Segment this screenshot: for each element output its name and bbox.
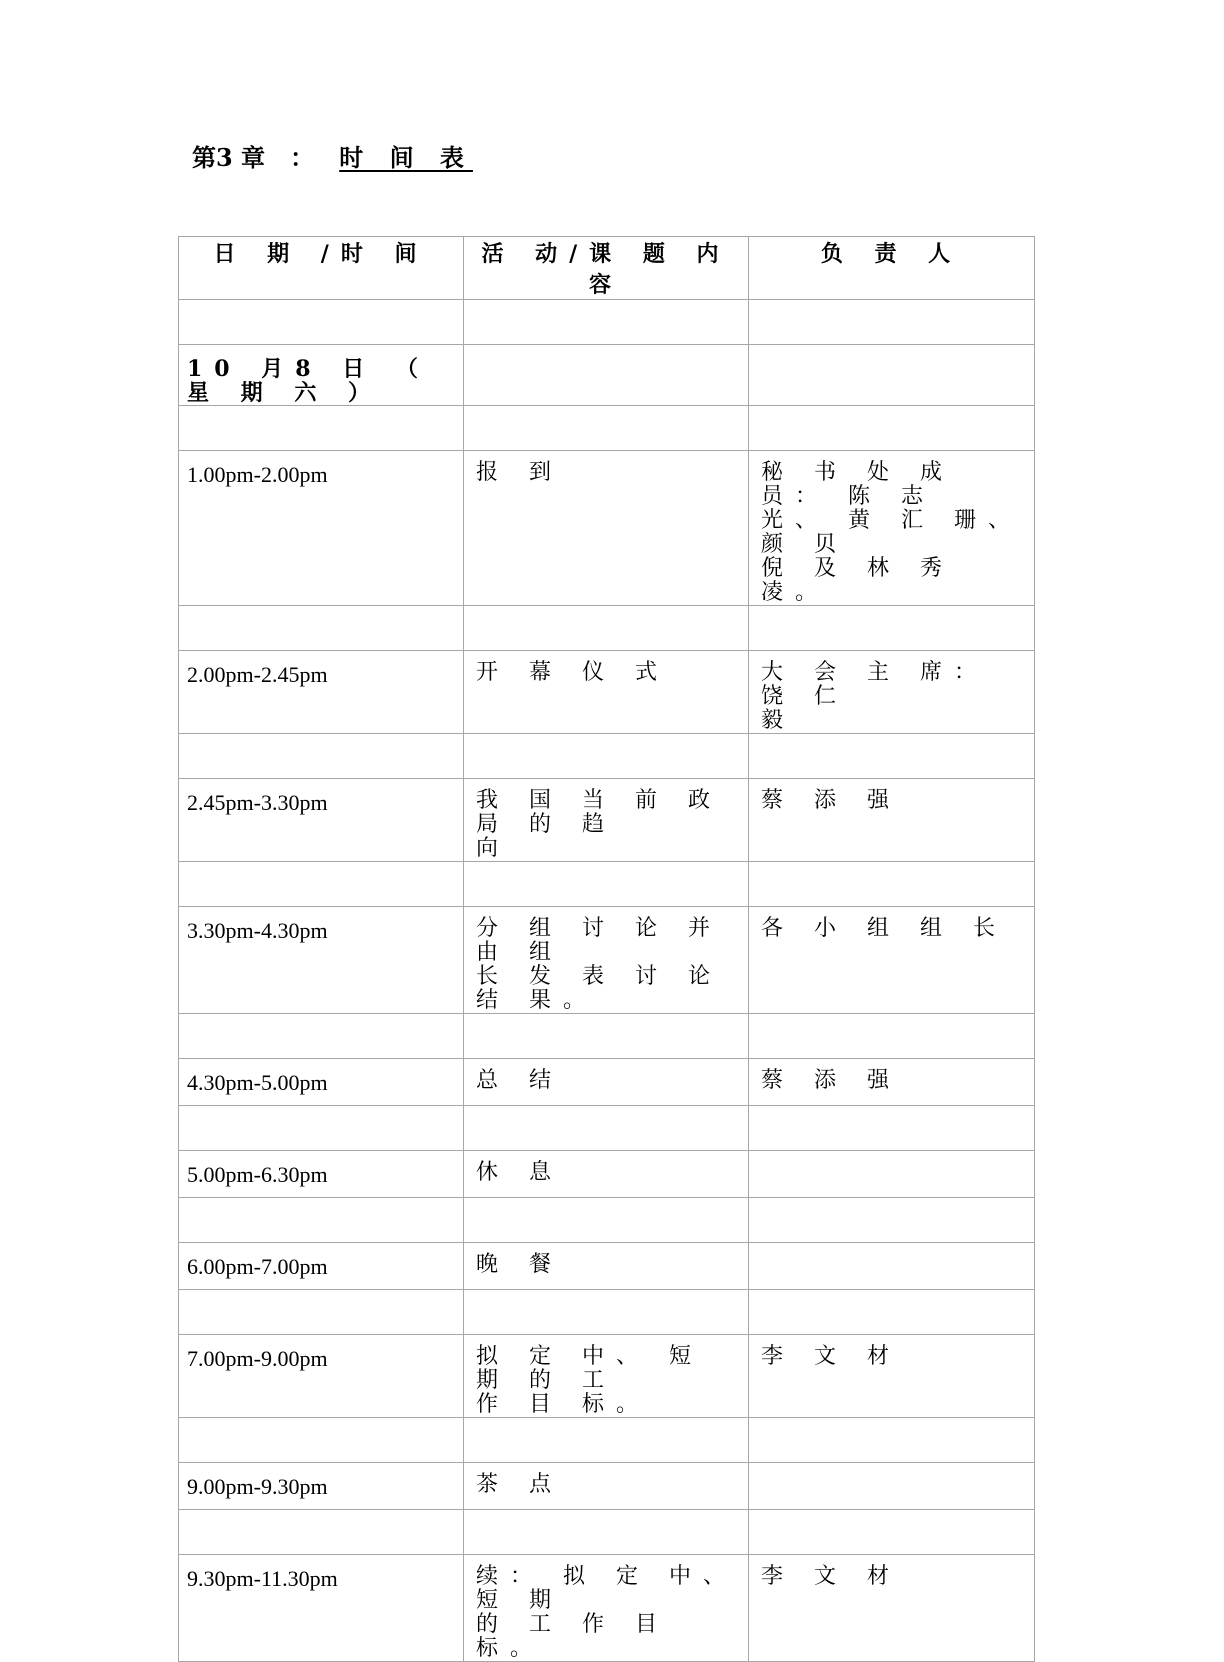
header-row	[179, 237, 1035, 300]
table-row	[179, 1555, 1035, 1662]
spacer-row	[179, 1418, 1035, 1463]
chapter-title	[192, 140, 473, 176]
spacer-row	[179, 862, 1035, 907]
spacer-row	[179, 1106, 1035, 1151]
time-cell: 7.00pm-9.00pm	[187, 1346, 328, 1371]
time-cell: 4.30pm-5.00pm	[187, 1070, 328, 1095]
schedule-table	[178, 236, 1035, 1662]
person-cell: 秘 书 处 成 员： 陈 志 光、 黄 汇 珊、 颜 贝 倪 及 林 秀 凌。	[761, 460, 1022, 605]
table-row	[179, 651, 1035, 734]
activity-cell: 总 结	[476, 1068, 563, 1093]
spacer-row	[179, 406, 1035, 451]
activity-cell: 分 组 讨 论 并 由 组 长 发 表 讨 论 结 果。	[476, 916, 722, 1013]
table-row	[179, 1463, 1035, 1510]
spacer-row	[179, 300, 1035, 345]
activity-cell: 续： 拟 定 中、 短 期 的 工 作 目 标。	[476, 1564, 737, 1661]
header-date-time: 日 期 /时 间	[179, 237, 464, 300]
spacer-row	[179, 1014, 1035, 1059]
table-row	[179, 1059, 1035, 1106]
person-cell: 各 小 组 组 长	[761, 916, 1007, 941]
table-row	[179, 779, 1035, 862]
time-cell: 9.30pm-11.30pm	[187, 1566, 338, 1591]
person-cell: 蔡 添 强	[761, 1068, 901, 1093]
person-cell: 李 文 材	[761, 1564, 901, 1589]
activity-cell: 开 幕 仪 式	[476, 660, 669, 685]
activity-cell: 报 到	[476, 460, 563, 485]
spacer-row	[179, 606, 1035, 651]
activity-cell: 我 国 当 前 政 局 的 趋 向	[476, 788, 722, 861]
time-cell: 2.00pm-2.45pm	[187, 662, 328, 687]
time-cell: 5.00pm-6.30pm	[187, 1162, 328, 1187]
person-cell: 蔡 添 强	[761, 788, 901, 813]
spacer-row	[179, 1290, 1035, 1335]
activity-cell: 晚 餐	[476, 1252, 563, 1277]
date-row	[179, 345, 1035, 406]
activity-cell: 拟 定 中、 短 期 的 工 作 目 标。	[476, 1344, 703, 1417]
date-label: 10 月8 日 （ 星 期 六 ）	[187, 356, 430, 406]
person-cell	[749, 1151, 1034, 1161]
header-activity: 活 动/课 题 内 容	[464, 237, 749, 300]
header-person: 负 责 人	[749, 237, 1035, 300]
chapter-title-text: 时 间 表	[339, 143, 473, 172]
table-row	[179, 907, 1035, 1014]
time-cell: 3.30pm-4.30pm	[187, 918, 328, 943]
person-cell: 李 文 材	[761, 1344, 901, 1369]
spacer-row	[179, 734, 1035, 779]
time-cell: 6.00pm-7.00pm	[187, 1254, 328, 1279]
table-row	[179, 451, 1035, 606]
time-cell: 2.45pm-3.30pm	[187, 790, 328, 815]
chapter-colon: ：	[290, 143, 315, 172]
person-cell	[749, 1463, 1034, 1473]
table-row	[179, 1243, 1035, 1290]
person-cell: 大 会 主 席： 饶 仁 毅	[761, 660, 988, 733]
activity-cell: 茶 点	[476, 1472, 563, 1497]
spacer-row	[179, 1198, 1035, 1243]
activity-cell: 休 息	[476, 1160, 563, 1185]
person-cell	[749, 1243, 1034, 1253]
spacer-row	[179, 1510, 1035, 1555]
table-row	[179, 1335, 1035, 1418]
time-cell: 1.00pm-2.00pm	[187, 462, 328, 487]
time-cell: 9.00pm-9.30pm	[187, 1474, 328, 1499]
table-row	[179, 1151, 1035, 1198]
chapter-prefix: 第3 章	[192, 143, 266, 172]
